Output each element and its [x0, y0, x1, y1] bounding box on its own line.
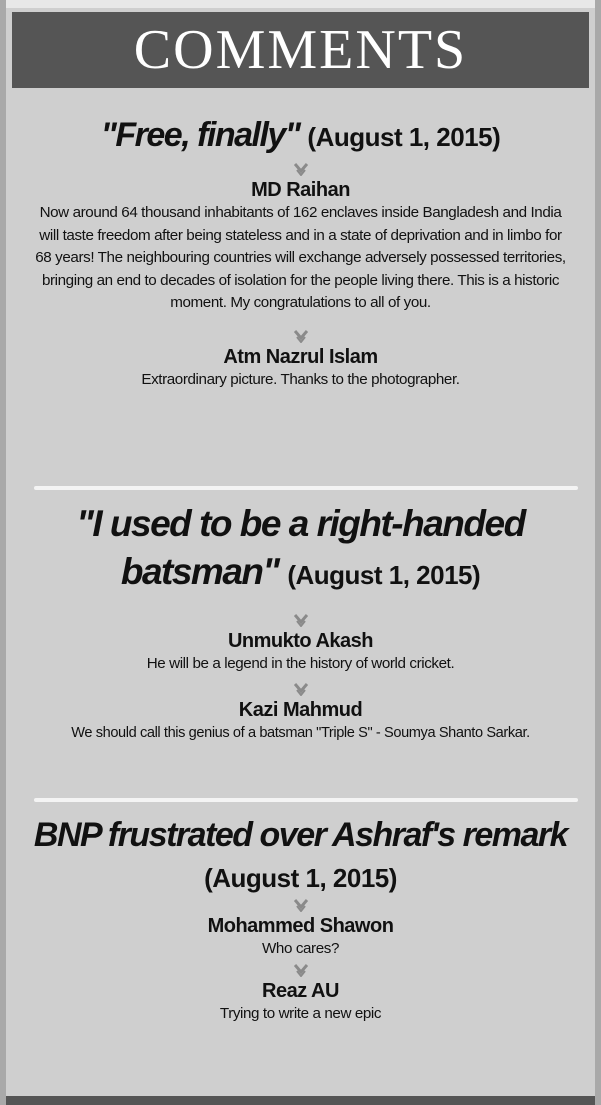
- comment-author: Atm Nazrul Islam: [223, 345, 378, 368]
- section-divider: [34, 798, 578, 802]
- chevron-down-icon: [6, 160, 595, 178]
- chevron-down-icon: [6, 961, 595, 979]
- comment-author: Kazi Mahmud: [238, 698, 363, 721]
- comment-author: Unmukto Akash: [227, 630, 373, 652]
- article-date: (August 1, 2015): [287, 560, 481, 590]
- article-date: (August 1, 2015): [204, 863, 397, 893]
- top-strip: [6, 0, 595, 8]
- article-date: (August 1, 2015): [307, 122, 501, 152]
- headline-text: "Free, finally": [100, 116, 300, 154]
- headline-line-2: batsman": [120, 551, 279, 592]
- comment-text: We should call this genius of a batsman "Triple S" - Soumya Shanto Sarkar.: [71, 724, 530, 741]
- chevron-down-icon: [6, 611, 595, 629]
- chevron-down-icon: [6, 680, 595, 698]
- comment-author: MD Raihan: [251, 179, 350, 201]
- section-bnp-frustrated: [6, 812, 595, 1025]
- comment-author: Reaz AU: [262, 979, 339, 1002]
- article-headline: [6, 112, 595, 160]
- section-divider: [34, 486, 578, 490]
- comment-text: He will be a legend in the history of world cricket.: [146, 655, 455, 672]
- article-headline: [6, 500, 595, 599]
- bottom-bar: [6, 1096, 595, 1105]
- article-headline: BNP frustrated over Ashraf's remark: [33, 816, 568, 854]
- comments-title: COMMENTS: [133, 19, 468, 81]
- chevron-down-icon: [6, 896, 595, 914]
- comments-header: [12, 12, 589, 88]
- comment-author: Mohammed Shawon: [207, 915, 394, 937]
- comment-text: Extraordinary picture. Thanks to the photographer.: [141, 370, 460, 388]
- section-right-handed-batsman: [6, 500, 595, 744]
- comment-text: Now around 64 thousand inhabitants of 162 enclaves inside Bangladesh and India will taste freedom after being stateless and in a state of deprivation and in limbo for 68 years! The neighbouring countries will exchange adversely possessed territories, bringing an end to decades of isolation for the people living there. This is a historic moment. My congratulations to all of you.: [35, 204, 566, 311]
- comment-text: Trying to write a new epic: [219, 1004, 382, 1022]
- chevron-down-icon: [6, 327, 595, 345]
- section-free-finally: [6, 112, 595, 391]
- comment-text: Who cares?: [261, 940, 340, 957]
- headline-line-1: "I used to be a right-handed: [76, 503, 525, 544]
